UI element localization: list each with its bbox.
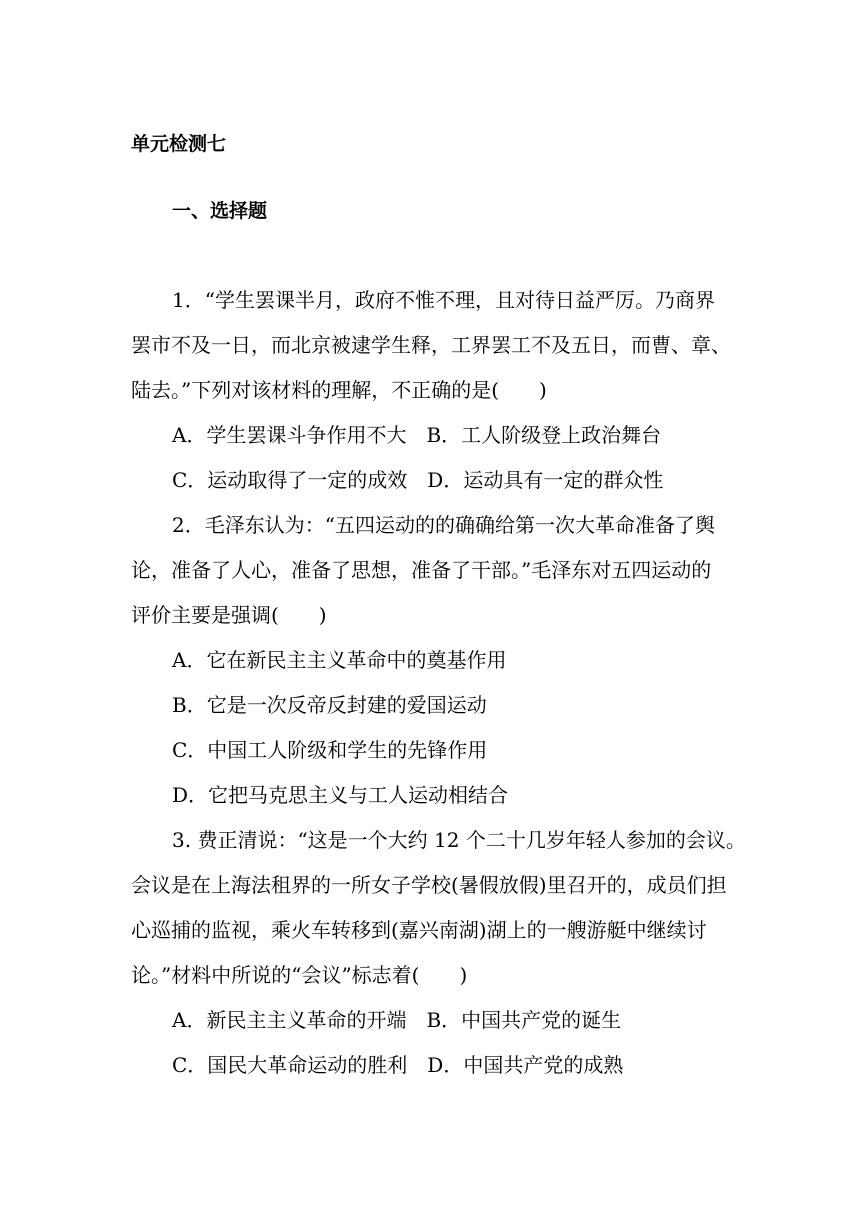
question-2-stem-line-3: 评价主要是强调( ) xyxy=(131,603,327,627)
question-2-stem-line-2: 论，准备了人心，准备了思想，准备了干部。”毛泽东对五四运动的 xyxy=(131,558,712,582)
question-3-stem-line-3: 心巡捕的监视，乘火车转移到(嘉兴南湖)湖上的一艘游艇中继续讨 xyxy=(131,918,707,942)
question-2-option-c: C．中国工人阶级和学生的先锋作用 xyxy=(172,738,488,762)
question-1-stem-line-3: 陆去。”下列对该材料的理解，不正确的是( ) xyxy=(131,378,547,402)
question-2-option-d: D．它把马克思主义与工人运动相结合 xyxy=(172,783,509,807)
question-1-options-ab: A．学生罢课斗争作用不大 B．工人阶级登上政治舞台 xyxy=(172,423,662,447)
question-3-options-cd: C．国民大革命运动的胜利 D．中国共产党的成熟 xyxy=(172,1053,624,1077)
question-1-stem-line-2: 罢市不及一日，而北京被逮学生释，工界罢工不及五日，而曹、章、 xyxy=(131,333,731,357)
question-2-stem-line-1: 2．毛泽东认为：“五四运动的的确确给第一次大革命准备了舆 xyxy=(172,513,715,537)
question-3-stem-line-1: 3. 费正清说：“这是一个大约 12 个二十几岁年轻人参加的会议。 xyxy=(172,828,746,852)
question-3-stem-line-2: 会议是在上海法租界的一所女子学校(暑假放假)里召开的，成员们担 xyxy=(131,873,727,897)
question-3-stem-line-4: 论。”材料中所说的“会议”标志着( ) xyxy=(131,963,468,987)
page-title: 单元检测七 xyxy=(131,133,227,155)
question-2-option-b: B．它是一次反帝反封建的爱国运动 xyxy=(172,693,487,717)
section-heading: 一、选择题 xyxy=(172,200,268,222)
question-3-options-ab: A．新民主主义革命的开端 B．中国共产党的诞生 xyxy=(172,1008,622,1032)
question-1-stem-line-1: 1．“学生罢课半月，政府不惟不理，且对待日益严厉。乃商界 xyxy=(172,288,715,312)
question-2-option-a: A．它在新民主主义革命中的奠基作用 xyxy=(172,648,507,672)
question-1-options-cd: C．运动取得了一定的成效 D．运动具有一定的群众性 xyxy=(172,468,664,492)
